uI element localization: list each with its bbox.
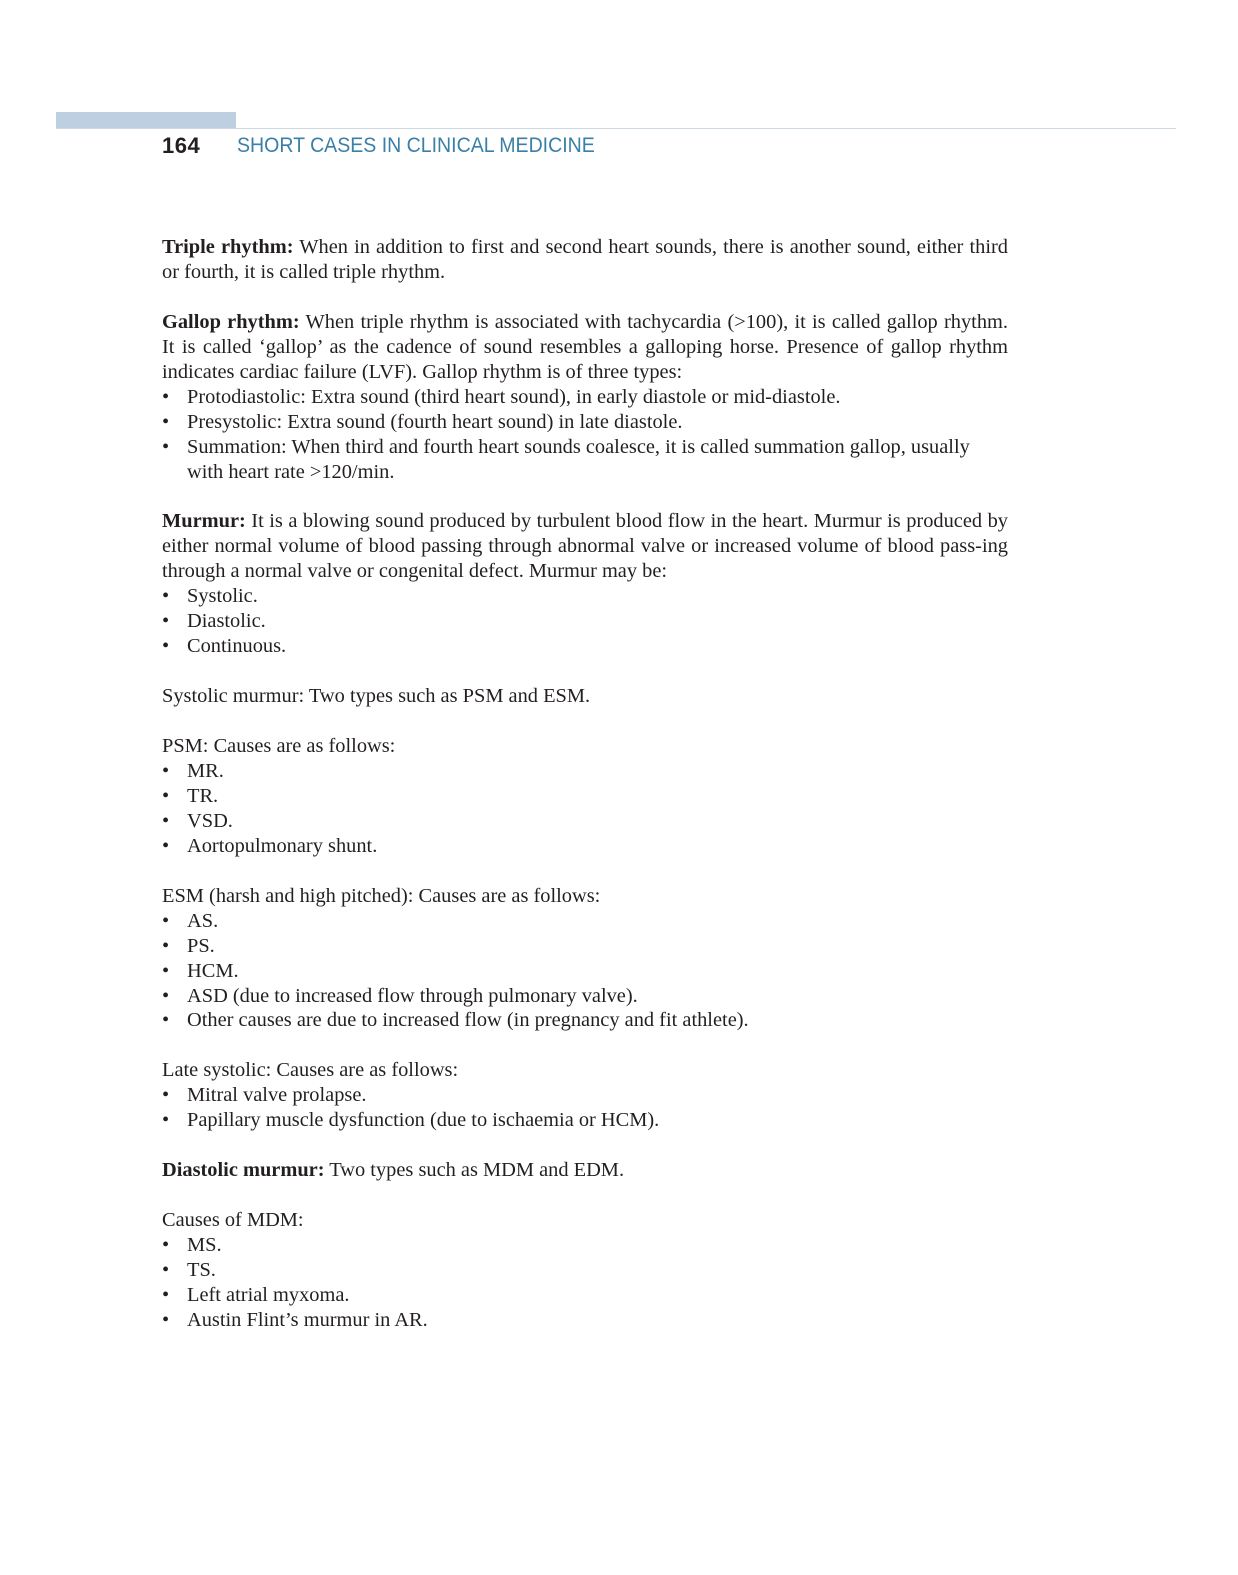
list-item-text: MS.: [187, 1234, 222, 1256]
psm-causes-list: [162, 759, 1008, 859]
list-item-text: TS.: [187, 1258, 216, 1281]
esm-causes-list: [162, 909, 1008, 1034]
bullet-icon: •: [162, 1109, 170, 1132]
diastolic-murmur-text: Two types such as MDM and EDM.: [324, 1159, 625, 1182]
term-gallop-rhythm: Gallop rhythm:: [162, 310, 300, 333]
gallop-rhythm-paragraph: [162, 310, 1008, 385]
bullet-icon: •: [162, 1283, 170, 1306]
list-item-text: VSD.: [187, 809, 233, 832]
list-item: [162, 410, 1008, 435]
list-item-text: Mitral valve prolapse.: [187, 1084, 367, 1107]
esm-lead: ESM (harsh and high pitched): Causes are as follows:: [162, 884, 601, 907]
list-item: [162, 1233, 1008, 1258]
bullet-icon: •: [162, 1084, 170, 1107]
bullet-icon: •: [162, 585, 170, 608]
bullet-icon: •: [162, 435, 170, 458]
list-item-text: Continuous.: [187, 635, 287, 658]
list-item-text: MR.: [187, 759, 224, 782]
header-accent-bar: [56, 112, 236, 129]
list-item-text: Summation: When third and fourth heart sounds coalesce, it is called summation gallop, usually with heart rate >120/min.: [187, 435, 970, 483]
bullet-icon: •: [162, 610, 170, 633]
list-item-text: Other causes are due to increased flow (in pregnancy and fit athlete).: [187, 1009, 749, 1032]
diastolic-murmur-paragraph: [162, 1158, 1008, 1183]
bullet-icon: •: [162, 1308, 170, 1331]
list-item: [162, 959, 1008, 984]
mdm-lead: Causes of MDM:: [162, 1209, 304, 1232]
bullet-icon: •: [162, 784, 170, 807]
list-item: [162, 1008, 1008, 1033]
list-item-text: Austin Flint’s murmur in AR.: [187, 1308, 428, 1331]
list-item-text: Aortopulmonary shunt.: [187, 834, 378, 857]
list-item-text: HCM.: [187, 959, 239, 982]
list-item: [162, 1283, 1008, 1308]
bullet-icon: •: [162, 759, 170, 782]
list-item: [162, 759, 1008, 784]
page-body: [162, 235, 1008, 1358]
list-item: [162, 934, 1008, 959]
murmur-paragraph: [162, 509, 1008, 584]
gallop-rhythm-text: When triple rhythm is associated with tachycardia (>100), it is called gallop rhythm. It is called ‘gallop’ as the cadence of sound resembles a galloping horse. Presence of gallop rhythm indicates cardiac failure (LVF). Gallop rhythm is of three types:: [162, 310, 1008, 383]
list-item: [162, 909, 1008, 934]
list-item-text: Presystolic: Extra sound (fourth heart sound) in late diastole.: [187, 410, 683, 433]
triple-rhythm-paragraph: [162, 235, 1008, 285]
bullet-icon: •: [162, 834, 170, 857]
list-item: [162, 784, 1008, 809]
bullet-icon: •: [162, 909, 170, 932]
late-systolic-lead: Late systolic: Causes are as follows:: [162, 1059, 459, 1082]
list-item-text: Diastolic.: [187, 610, 266, 633]
bullet-icon: •: [162, 385, 170, 408]
header-rule: [56, 128, 1176, 129]
bullet-icon: •: [162, 984, 170, 1007]
term-triple-rhythm: Triple rhythm:: [162, 236, 294, 258]
list-item: [162, 609, 1008, 634]
systolic-murmur-paragraph: Systolic murmur: Two types such as PSM and ESM.: [162, 685, 591, 708]
list-item-text: Left atrial myxoma.: [187, 1283, 350, 1306]
list-item-text: PS.: [187, 934, 215, 957]
list-item-text: Systolic.: [187, 585, 258, 608]
list-item-text: ASD (due to increased flow through pulmonary valve).: [187, 984, 638, 1007]
bullet-icon: •: [162, 635, 170, 658]
list-item: [162, 1308, 1008, 1333]
list-item: [162, 1108, 1008, 1133]
list-item: [162, 634, 1008, 659]
list-item-text: Protodiastolic: Extra sound (third heart sound), in early diastole or mid-diastole.: [187, 385, 841, 408]
murmur-types-list: [162, 584, 1008, 659]
list-item: [162, 984, 1008, 1009]
term-diastolic-murmur: Diastolic murmur:: [162, 1159, 325, 1182]
list-item-text: Papillary muscle dysfunction (due to ischaemia or HCM).: [187, 1109, 660, 1132]
psm-lead: PSM: Causes are as follows:: [162, 735, 396, 757]
list-item: [162, 385, 1008, 410]
list-item-text: TR.: [187, 784, 219, 807]
term-murmur: Murmur:: [162, 510, 246, 533]
bullet-icon: •: [162, 1258, 170, 1281]
triple-rhythm-text: When in addition to first and second heart sounds, there is another sound, either third or fourth, it is called triple rhythm.: [162, 236, 1008, 283]
bullet-icon: •: [162, 809, 170, 832]
bullet-icon: •: [162, 410, 170, 433]
gallop-types-list: [162, 385, 1008, 485]
running-title: SHORT CASES IN CLINICAL MEDICINE: [237, 134, 595, 157]
list-item: [162, 435, 1008, 485]
murmur-text: It is a blowing sound produced by turbulent blood flow in the heart. Murmur is produced by either normal volume of blood passing through abnormal valve or increased volume of blood pass-ing through a normal valve or congenital defect. Murmur may be:: [162, 510, 1008, 583]
list-item: [162, 1258, 1008, 1283]
bullet-icon: •: [162, 934, 170, 957]
late-systolic-causes-list: [162, 1083, 1008, 1133]
list-item: [162, 584, 1008, 609]
bullet-icon: •: [162, 959, 170, 982]
page-number: 164: [162, 133, 201, 158]
list-item: [162, 834, 1008, 859]
mdm-causes-list: [162, 1233, 1008, 1333]
bullet-icon: •: [162, 1009, 170, 1032]
list-item: [162, 809, 1008, 834]
list-item: [162, 1083, 1008, 1108]
bullet-icon: •: [162, 1234, 170, 1256]
list-item-text: AS.: [187, 909, 219, 932]
